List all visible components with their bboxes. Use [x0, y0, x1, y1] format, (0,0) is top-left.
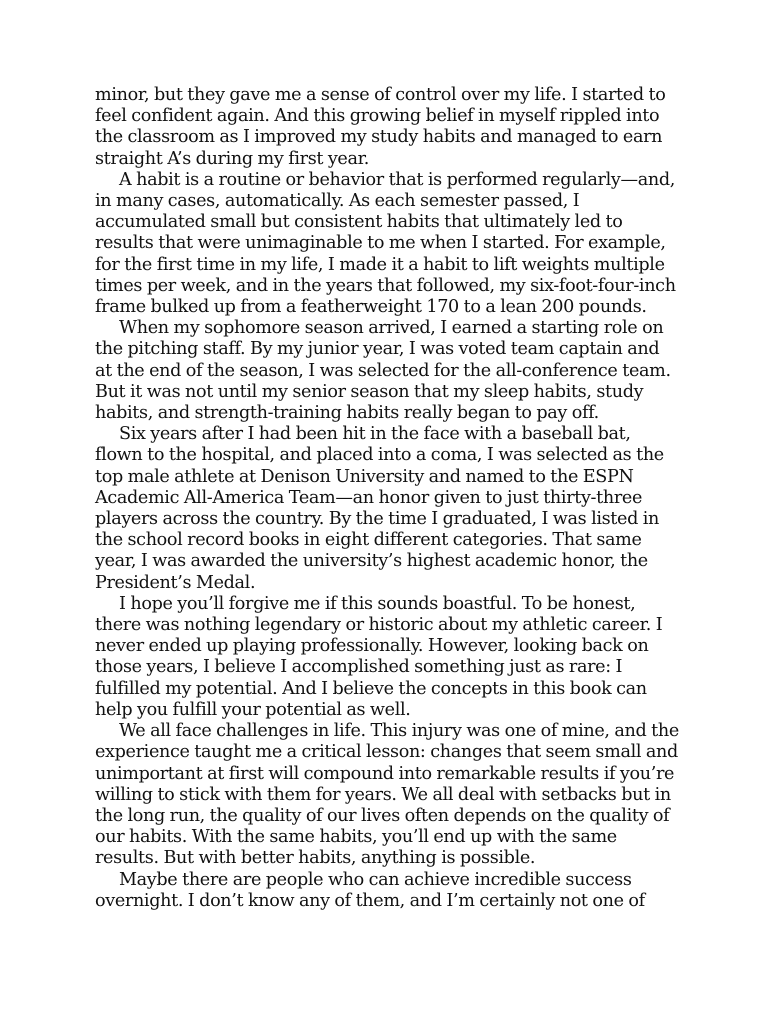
book-page-body [95, 85, 680, 912]
paragraph-2: A habit is a routine or behavior that is performed regularly—and, in many cases, automatically. As each semester passed, I accumulated small but consistent habits that ultimately led to results that were unimaginable to me when I started. For example, for the first time in my life, I made it a habit to lift weights multiple times per week, and in the years that followed, my six-foot-four-inch frame bulked up from a featherweight 170 to a lean 200 pounds. [95, 169, 676, 318]
paragraph-3: When my sophomore season arrived, I earned a starting role on the pitching staff. By my junior year, I was voted team captain and at the end of the season, I was selected for the all-conference team. But it was not until my senior season that my sleep habits, study habits, and strength-training habits really began to pay off. [95, 318, 671, 424]
paragraph-6: We all face challenges in life. This injury was one of mine, and the experience taught me a critical lesson: changes that seem small and unimportant at first will compound into remarkable results if you’re willing to stick with them for years. We all deal with setbacks but in the long run, the quality of our lives often depends on the quality of our habits. With the same habits, you’ll end up with the same results. But with better habits, anything is possible. [95, 721, 679, 869]
paragraph-1: minor, but they gave me a sense of control over my life. I started to feel confident again. And this growing belief in myself rippled into the classroom as I improved my study habits and managed to earn straight A’s during my first year. [95, 85, 666, 169]
paragraph-4: Six years after I had been hit in the face with a baseball bat, flown to the hospital, and placed into a coma, I was selected as the top male athlete at Denison University and named to the ESPN Academic All-America Team—an honor given to just thirty-three players across the country. By the time I graduated, I was listed in the school record books in eight different categories. That same year, I was awarded the university’s highest academic honor, the President’s Medal. [95, 424, 664, 593]
paragraph-5: I hope you’ll forgive me if this sounds boastful. To be honest, there was nothing legendary or historic about my athletic career. I never ended up playing professionally. However, looking back on those years, I believe I accomplished something just as rare: I fulfilled my potential. And I believe the concepts in this book can help you fulfill your potential as well. [95, 593, 663, 720]
paragraph-7: Maybe there are people who can achieve incredible success overnight. I don’t know any of them, and I’m certainly not one of [95, 869, 645, 911]
